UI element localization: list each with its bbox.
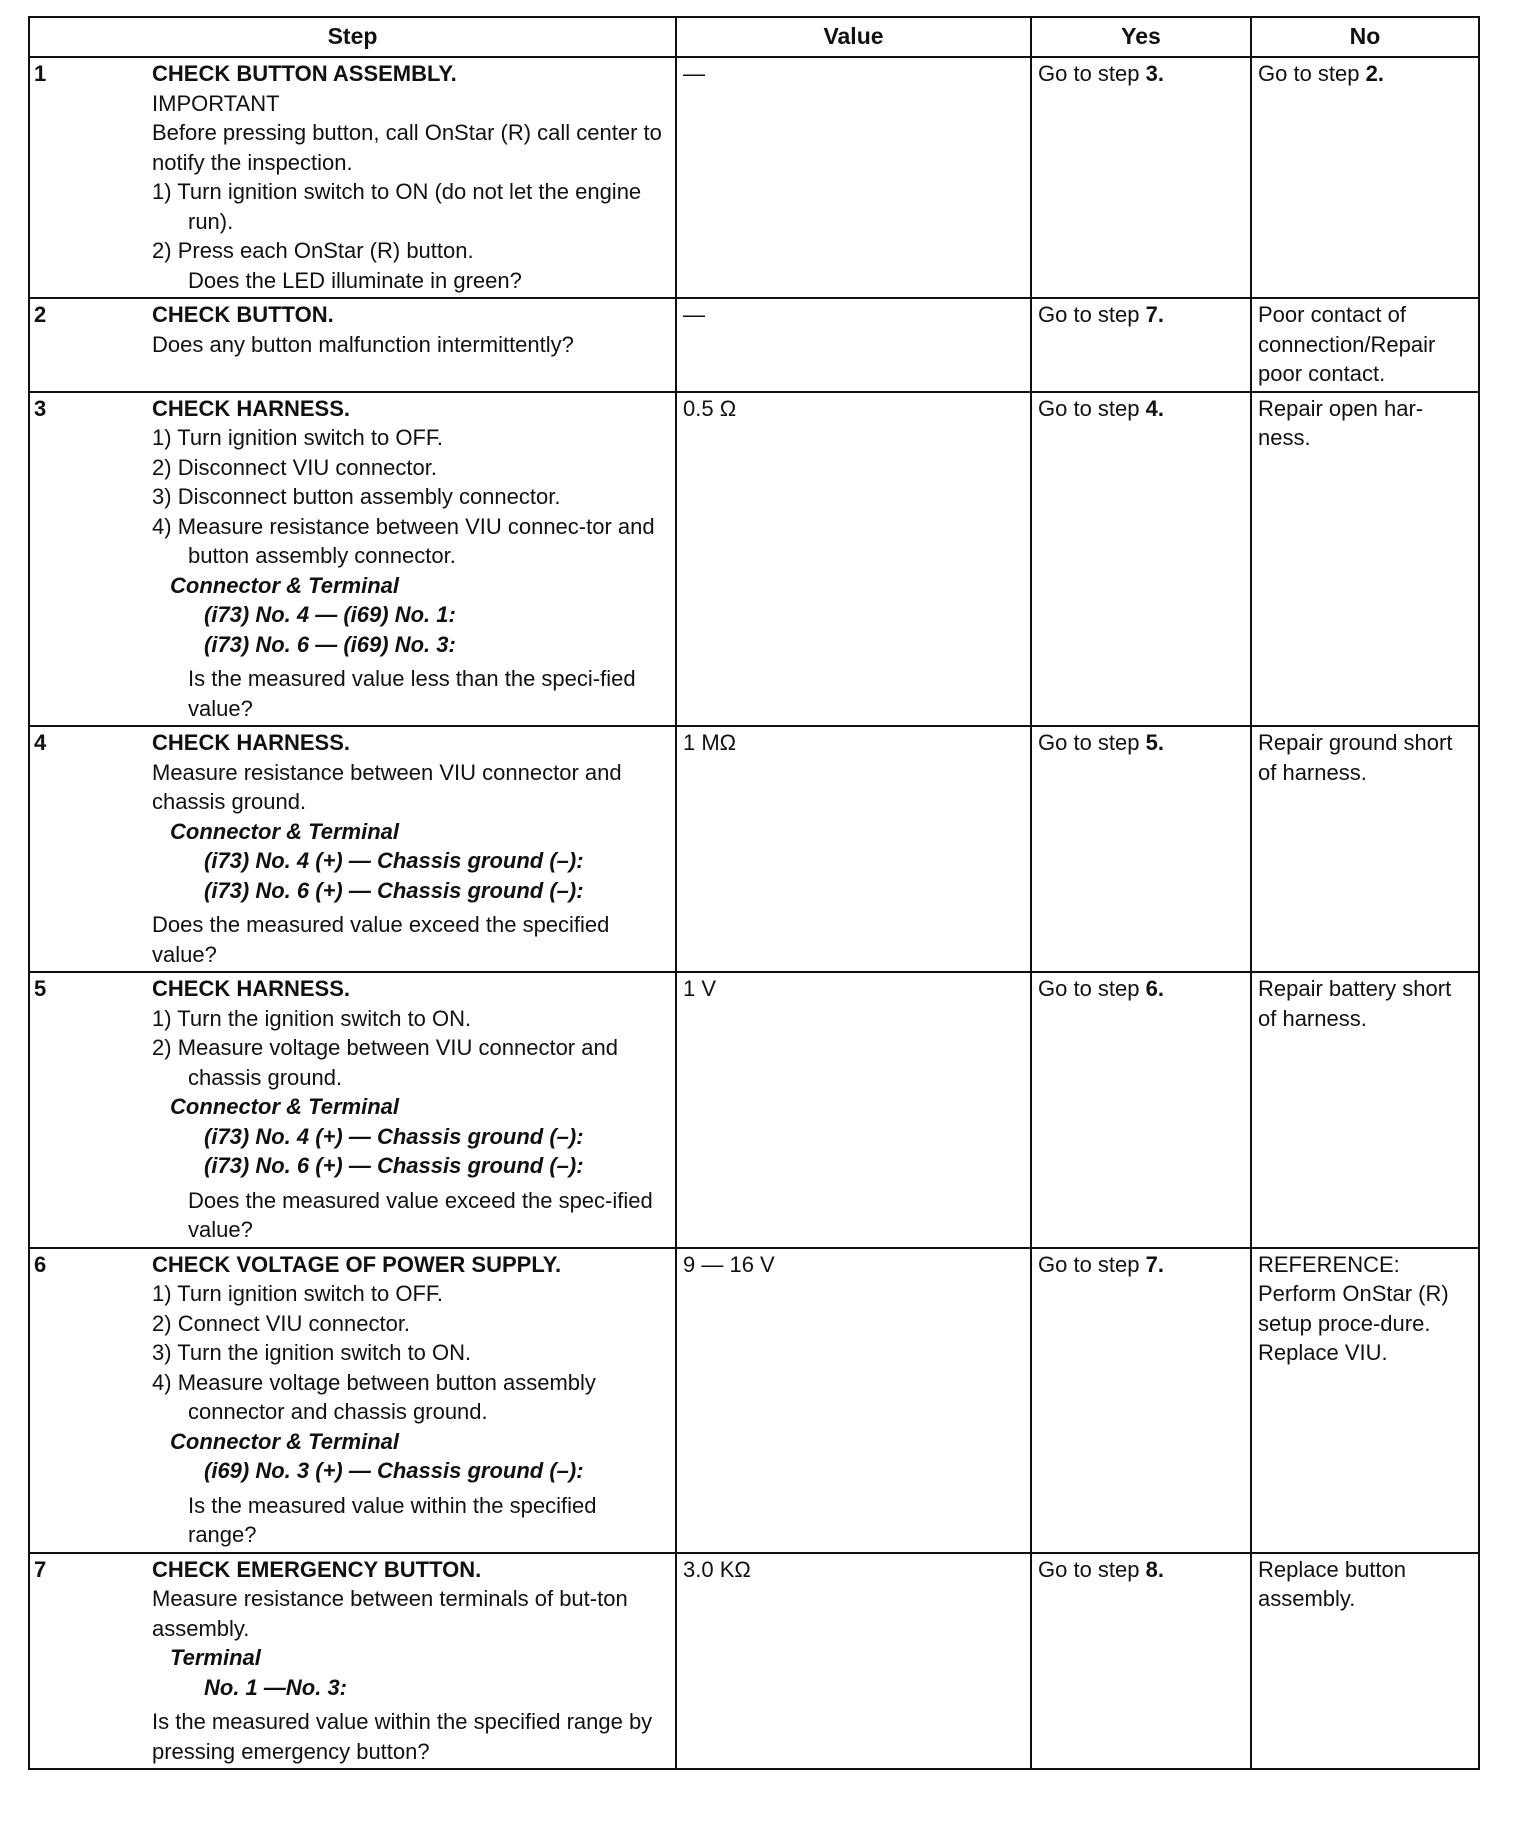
- step-question: Is the measured value less than the speci-fied value?: [188, 666, 636, 721]
- step-title: CHECK HARNESS.: [152, 395, 351, 421]
- step-item: 3) Turn the ignition switch to ON.: [152, 1340, 472, 1365]
- step-number: 5: [34, 976, 47, 1001]
- step-question: Is the measured value within the specified range by pressing emergency button?: [152, 1709, 653, 1764]
- no-line: Replace VIU.: [1258, 1340, 1388, 1365]
- step-title: CHECK BUTTON.: [152, 302, 334, 327]
- connector-terminal-label: Connector & Terminal: [170, 1428, 399, 1454]
- step-item: 2) Connect VIU connector.: [152, 1310, 411, 1336]
- no-cell: Repair ground short of harness.: [1251, 726, 1479, 972]
- header-step: Step: [29, 17, 676, 57]
- step-cell: [29, 1553, 676, 1770]
- step-question: Does the LED illuminate in green?: [188, 267, 522, 293]
- yes-cell: Go to step 5.: [1031, 726, 1251, 972]
- step-item: 1) Turn ignition switch to OFF.: [152, 1281, 443, 1306]
- step-note: Before pressing button, call OnStar (R) call center to notify the inspection.: [152, 120, 662, 175]
- no-line: REFERENCE:: [1258, 1251, 1400, 1277]
- step-item: 2) Press each OnStar (R) button.: [152, 238, 474, 263]
- connector-terminal-line: (i69) No. 3 (+) — Chassis ground (–):: [204, 1458, 584, 1483]
- step-question: Does any button malfunction intermittently?: [152, 331, 574, 357]
- value-cell: —: [676, 57, 1031, 298]
- step-text: Measure resistance between terminals of but-ton assembly.: [152, 1586, 628, 1641]
- step-title: CHECK BUTTON ASSEMBLY.: [152, 61, 457, 86]
- table-row: [29, 57, 1479, 298]
- terminal-line: No. 1 —No. 3:: [204, 1674, 348, 1700]
- no-cell: [1251, 1248, 1479, 1553]
- header-row: [29, 17, 1479, 57]
- value-cell: 0.5 Ω: [676, 392, 1031, 727]
- no-cell: Go to step 2.: [1251, 57, 1479, 298]
- step-cell: [29, 298, 676, 392]
- step-item: 4) Measure resistance between VIU connec-tor and button assembly connector.: [152, 513, 655, 568]
- no-cell: Poor contact of connection/Repair poor contact.: [1251, 298, 1479, 392]
- yes-cell: Go to step 7.: [1031, 298, 1251, 392]
- step-cell: [29, 57, 676, 298]
- step-item: 1) Turn ignition switch to OFF.: [152, 425, 443, 450]
- table-row: [29, 972, 1479, 1248]
- step-title: CHECK HARNESS.: [152, 730, 351, 755]
- no-line: Perform OnStar (R) setup proce-dure.: [1258, 1281, 1449, 1336]
- step-question: Does the measured value exceed the specified value?: [152, 912, 610, 967]
- step-cell: [29, 392, 676, 727]
- yes-cell: Go to step 3.: [1031, 57, 1251, 298]
- connector-terminal-line: (i73) No. 6 (+) — Chassis ground (–):: [204, 877, 584, 903]
- no-cell: Repair battery short of harness.: [1251, 972, 1479, 1248]
- step-title: CHECK EMERGENCY BUTTON.: [152, 1556, 482, 1582]
- step-item: 2) Disconnect VIU connector.: [152, 454, 437, 480]
- step-number: 3: [34, 395, 47, 421]
- yes-cell: Go to step 6.: [1031, 972, 1251, 1248]
- connector-terminal-line: (i73) No. 4 (+) — Chassis ground (–):: [204, 848, 584, 873]
- table-row: [29, 726, 1479, 972]
- diagnostic-table: [28, 16, 1480, 1770]
- yes-cell: Go to step 4.: [1031, 392, 1251, 727]
- step-item: 3) Disconnect button assembly connector.: [152, 484, 561, 509]
- step-number: 1: [34, 61, 47, 86]
- value-cell: 1 V: [676, 972, 1031, 1248]
- value-cell: 1 MΩ: [676, 726, 1031, 972]
- step-item: 4) Measure voltage between button assembly connector and chassis ground.: [152, 1369, 596, 1424]
- step-item: 2) Measure voltage between VIU connector and chassis ground.: [152, 1035, 618, 1090]
- no-cell: Repair open har-ness.: [1251, 392, 1479, 727]
- step-number: 2: [34, 302, 47, 327]
- step-text: Measure resistance between VIU connector and chassis ground.: [152, 759, 622, 814]
- step-question: Is the measured value within the specified range?: [188, 1492, 597, 1547]
- step-number: 6: [34, 1251, 47, 1277]
- step-cell: [29, 1248, 676, 1553]
- table-row: [29, 1553, 1479, 1770]
- value-cell: 9 — 16 V: [676, 1248, 1031, 1553]
- connector-terminal-line: (i73) No. 6 — (i69) No. 3:: [204, 631, 456, 657]
- connector-terminal-label: Connector & Terminal: [170, 818, 399, 844]
- step-number: 7: [34, 1556, 47, 1582]
- value-cell: —: [676, 298, 1031, 392]
- step-title: CHECK VOLTAGE OF POWER SUPPLY.: [152, 1251, 562, 1277]
- table-row: [29, 1248, 1479, 1553]
- connector-terminal-line: (i73) No. 4 — (i69) No. 1:: [204, 602, 456, 627]
- diagnostic-table-sheet: [28, 16, 1478, 1770]
- step-number: 4: [34, 730, 47, 755]
- yes-cell: Go to step 8.: [1031, 1553, 1251, 1770]
- header-no: No: [1251, 17, 1479, 57]
- table-row: [29, 392, 1479, 727]
- step-cell: [29, 726, 676, 972]
- step-cell: [29, 972, 676, 1248]
- terminal-label: Terminal: [170, 1645, 261, 1670]
- connector-terminal-line: (i73) No. 4 (+) — Chassis ground (–):: [204, 1123, 584, 1149]
- connector-terminal-line: (i73) No. 6 (+) — Chassis ground (–):: [204, 1153, 584, 1178]
- no-cell: Replace button assembly.: [1251, 1553, 1479, 1770]
- step-title: CHECK HARNESS.: [152, 976, 351, 1001]
- important-label: IMPORTANT: [152, 90, 280, 116]
- connector-terminal-label: Connector & Terminal: [170, 572, 399, 598]
- connector-terminal-label: Connector & Terminal: [170, 1094, 399, 1119]
- table-row: [29, 298, 1479, 392]
- step-question: Does the measured value exceed the spec-ified value?: [188, 1187, 653, 1242]
- value-cell: 3.0 KΩ: [676, 1553, 1031, 1770]
- yes-cell: Go to step 7.: [1031, 1248, 1251, 1553]
- step-item: 1) Turn the ignition switch to ON.: [152, 1005, 472, 1031]
- header-value: Value: [676, 17, 1031, 57]
- header-yes: Yes: [1031, 17, 1251, 57]
- step-item: 1) Turn ignition switch to ON (do not let the engine run).: [152, 179, 642, 234]
